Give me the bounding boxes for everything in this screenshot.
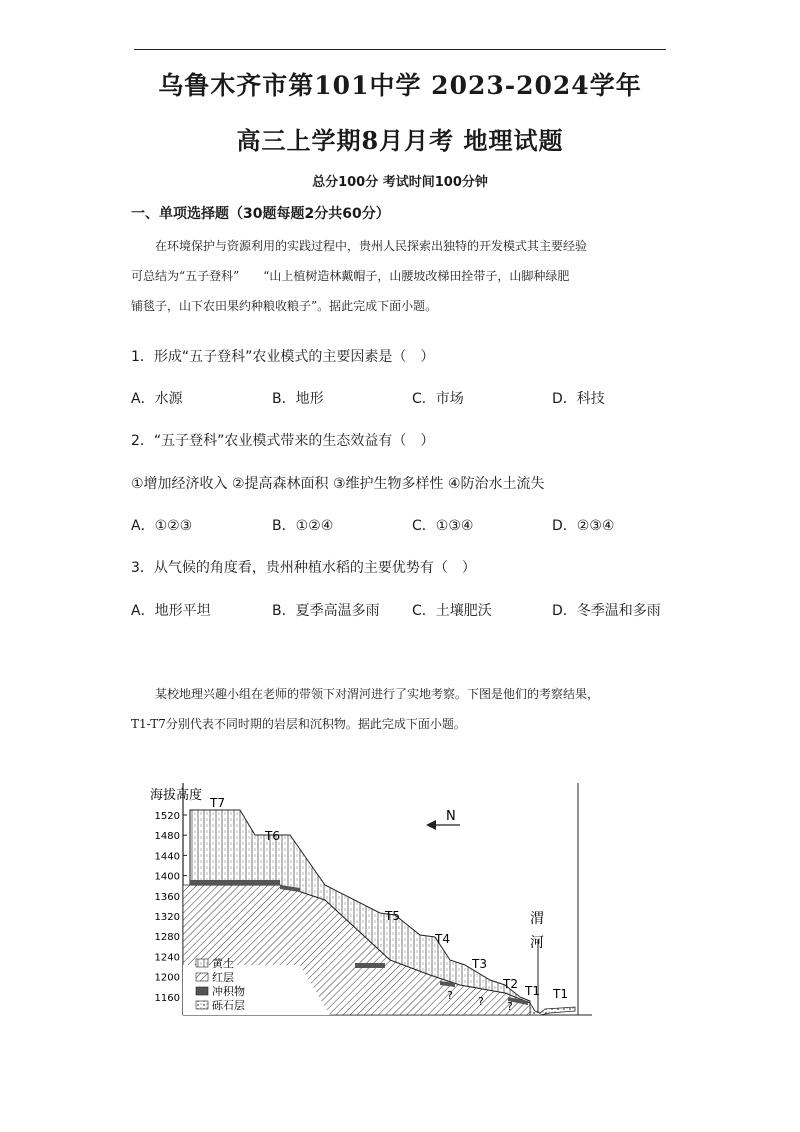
q1-option-b[interactable]: B．地形 [272, 391, 324, 407]
legend-swatch-gravel [196, 1001, 208, 1009]
terrace-profile-figure [130, 775, 610, 1030]
passage1-line3: 铺毯子，山下农田果约种粮收粮子”。据此完成下面小题。 [131, 299, 438, 313]
terrace-label-t1-left: T1 [525, 984, 540, 998]
y-axis-title: 海拔高度 [150, 788, 203, 803]
y-tick-label: 1520 [154, 811, 180, 822]
y-tick-label: 1480 [154, 831, 180, 843]
legend-label-loess: 黄土 [212, 957, 234, 970]
question-mark-2: ? [478, 995, 484, 1008]
north-label: N [446, 809, 456, 824]
passage1-line1: 在环境保护与资源利用的实践过程中，贵州人民探索出独特的开发模式其主要经验 [155, 239, 588, 253]
terrace-label-t3: T3 [472, 957, 487, 971]
question-mark-1: ? [447, 989, 453, 1002]
legend-label-alluvium: 冲积物 [212, 985, 245, 998]
y-tick-label: 1400 [154, 871, 180, 883]
q3-option-d[interactable]: D．冬季温和多雨 [552, 603, 661, 619]
legend-label-gravel: 砾石层 [212, 999, 245, 1012]
q2-option-b[interactable]: B．①②④ [272, 518, 334, 534]
y-axis-ticks [155, 811, 187, 1004]
y-tick-label: 1320 [154, 912, 180, 923]
passage2 [131, 679, 671, 739]
q3-option-a[interactable]: A．地形平坦 [131, 603, 211, 619]
legend-swatch-red [196, 973, 208, 981]
q3-option-c[interactable]: C．土壤肥沃 [412, 603, 492, 619]
terrace-label-t7: T7 [210, 796, 225, 810]
question-2-stem: 2．“五子登科”农业模式带来的生态效益有（ ） [131, 433, 435, 449]
question-1-stem: 1．形成“五子登科”农业模式的主要因素是（ ） [131, 349, 435, 365]
top-rule [134, 49, 666, 50]
terrace-label-t2: T2 [503, 977, 518, 991]
legend-swatch-alluvium [196, 987, 208, 995]
y-tick-label: 1200 [154, 972, 180, 984]
passage1-line2: 可总结为“五子登科” “山上植树造林戴帽子，山腰坡改梯田拴带子，山脚种绿肥 [131, 269, 570, 283]
exam-title-line2: 高三上学期8月月考 地理试题 [236, 126, 564, 155]
terrace-label-t5: T5 [385, 909, 400, 923]
question-2-choices: ①增加经济收入 ②提高森林面积 ③维护生物多样性 ④防治水土流失 [131, 476, 545, 492]
alluvium-strip-t7 [190, 880, 280, 885]
y-tick-label: 1240 [154, 952, 180, 964]
river-label-2: 河 [530, 935, 544, 951]
question-3-stem: 3．从气候的角度看，贵州种植水稻的主要优势有（ ） [131, 560, 476, 576]
passage2-line2: T1-T7分别代表不同时期的岩层和沉积物。据此完成下面小题。 [131, 717, 466, 731]
q2-option-d[interactable]: D．②③④ [552, 518, 615, 534]
terrace-label-t4: T4 [435, 932, 450, 946]
q1-option-d[interactable]: D．科技 [552, 391, 605, 407]
river-bed [530, 1003, 575, 1015]
legend-label-red: 红层 [212, 971, 234, 984]
q2-option-a[interactable]: A．①②③ [131, 518, 193, 534]
q1-option-a[interactable]: A．水源 [131, 391, 183, 407]
exam-title-line1: 乌鲁木齐市第101中学 2023-2024学年 [158, 71, 642, 100]
question-mark-3: ? [507, 1000, 513, 1013]
y-tick-label: 1440 [154, 851, 180, 863]
y-tick-label: 1160 [154, 992, 180, 1004]
exam-subtitle: 总分100分 考试时间100分钟 [312, 175, 488, 190]
passage2-line1: 某校地理兴趣小组在老师的带领下对渭河进行了实地考察。下图是他们的考察结果， [155, 687, 600, 701]
section-heading: 一、单项选择题（30题每题2分共60分） [131, 206, 390, 222]
river-label-1: 渭 [530, 911, 544, 927]
alluvium-strip-t5 [355, 963, 385, 968]
q3-option-b[interactable]: B．夏季高温多雨 [272, 603, 380, 619]
passage1 [131, 231, 671, 321]
y-tick-label: 1360 [154, 891, 180, 903]
legend-swatch-loess [196, 959, 208, 967]
terrace-label-t6: T6 [265, 829, 280, 843]
y-tick-label: 1280 [154, 932, 180, 944]
terrace-label-t1-right: T1 [553, 987, 568, 1001]
q2-option-c[interactable]: C．①③④ [412, 518, 474, 534]
q1-option-c[interactable]: C．市场 [412, 391, 464, 407]
